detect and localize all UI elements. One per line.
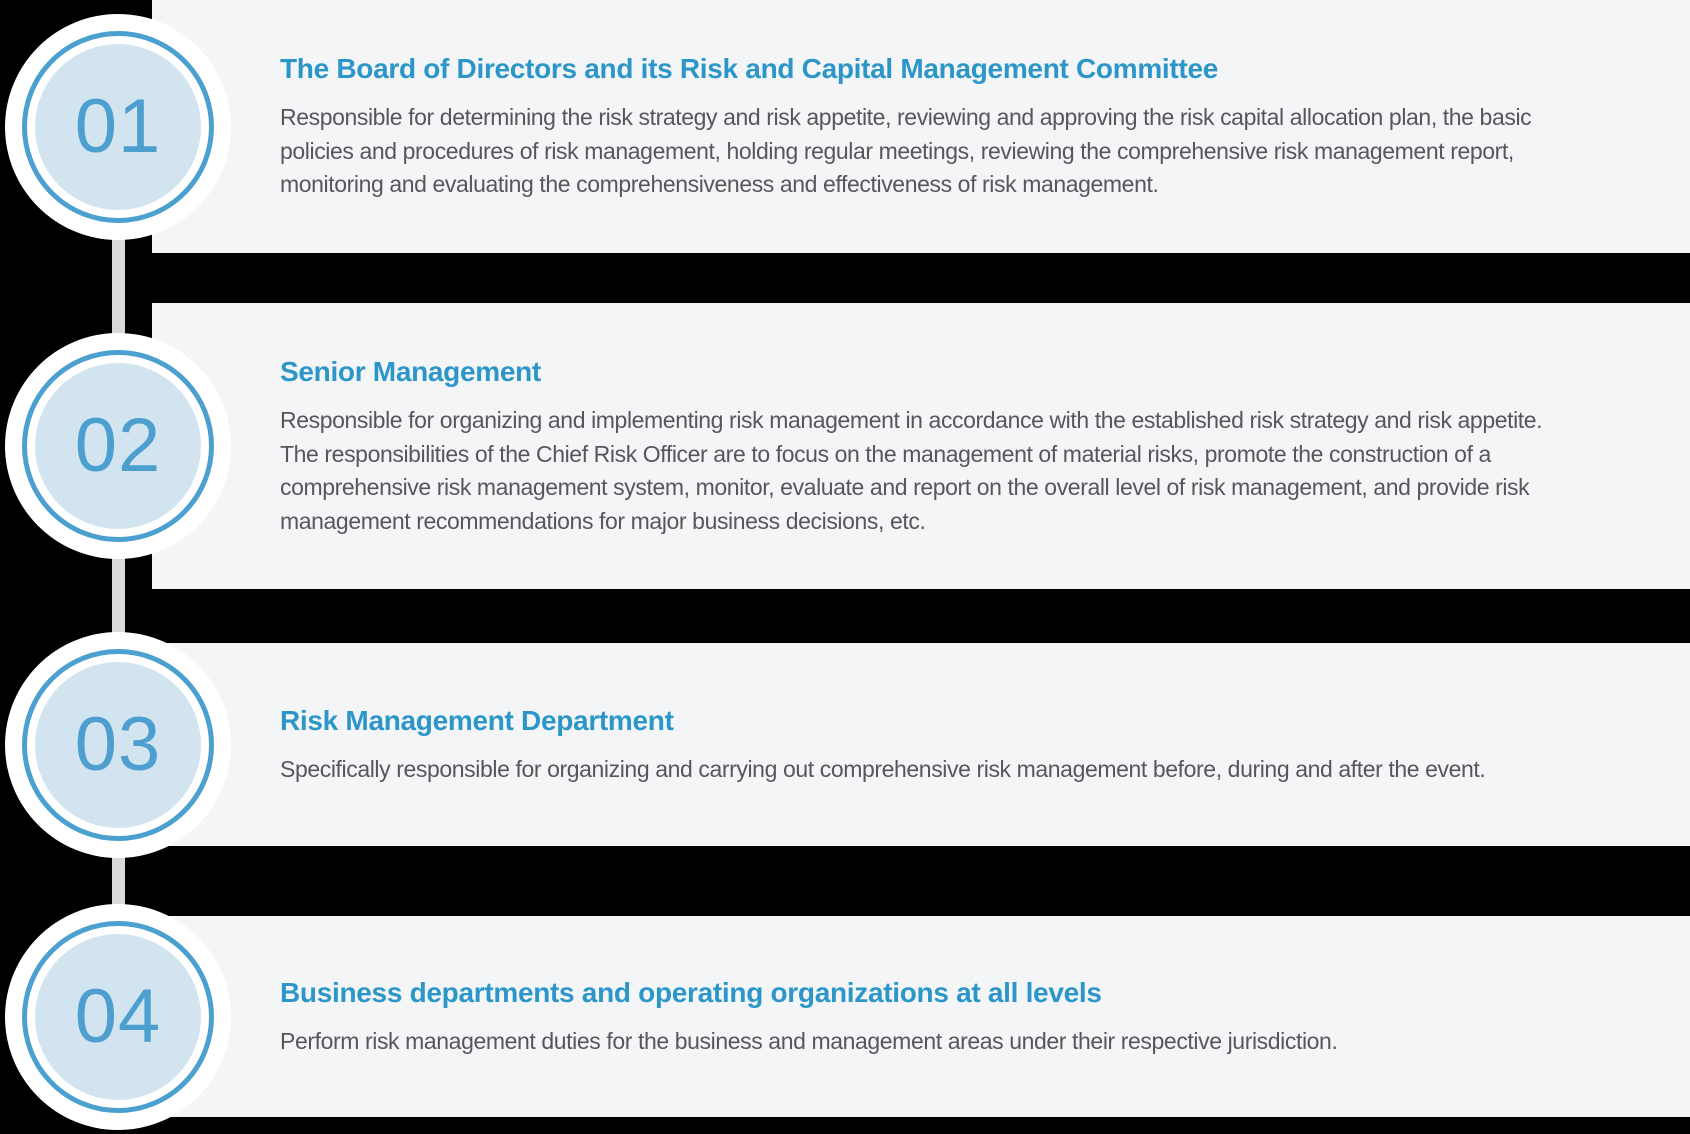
- step-number-2: 02: [74, 403, 162, 488]
- step-badge-4: [5, 904, 231, 1130]
- step-badge-disc-3: [35, 662, 201, 828]
- step-number-3: 03: [74, 702, 162, 787]
- step-badge-disc-4: [35, 934, 201, 1100]
- step-title-1: The Board of Directors and its Risk and Capital Management Committee: [280, 53, 1218, 85]
- step-description-2: Responsible for organizing and implementing risk management in accordance with the established risk strategy and risk appetite. The responsibilities of the Chief Risk Officer are to focus on the management of material risks, promote the construction of a comprehensive risk management system, monitor, evaluate and report on the overall level of risk management, and provide risk management recommendations for major business decisions, etc.: [280, 407, 1543, 534]
- step-panel-3: [152, 643, 1690, 846]
- step-badge-disc-1: [35, 44, 201, 210]
- step-panel-4: [152, 916, 1690, 1117]
- step-badge-disc-2: [35, 363, 201, 529]
- step-title-3: Risk Management Department: [280, 704, 674, 736]
- step-badge-ring-1: [22, 31, 214, 223]
- step-description-4: Perform risk management duties for the business and management areas under their respective jurisdiction.: [280, 1027, 1338, 1054]
- step-badge-1: [5, 14, 231, 240]
- step-number-1: 01: [74, 84, 162, 169]
- step-badge-ring-2: [22, 350, 214, 542]
- step-description-1: Responsible for determining the risk strategy and risk appetite, reviewing and approving the risk capital allocation plan, the basic policies and procedures of risk management, holding regular meetings, reviewing the comprehensive risk management report, monitoring and evaluating the comprehensiveness and effectiveness of risk management.: [280, 104, 1532, 198]
- step-badge-ring-4: [22, 921, 214, 1113]
- step-badge-2: [5, 333, 231, 559]
- step-number-4: 04: [74, 974, 162, 1059]
- step-title-4: Business departments and operating organizations at all levels: [280, 976, 1102, 1008]
- step-title-2: Senior Management: [280, 356, 541, 387]
- step-badge-3: [5, 632, 231, 858]
- step-description-3: Specifically responsible for organizing and carrying out comprehensive risk management before, during and after the event.: [280, 755, 1486, 782]
- step-badge-ring-3: [22, 649, 214, 841]
- step-panel-1: [152, 0, 1690, 253]
- step-panel-2: [152, 303, 1690, 589]
- timeline-connector-line: [112, 126, 125, 1017]
